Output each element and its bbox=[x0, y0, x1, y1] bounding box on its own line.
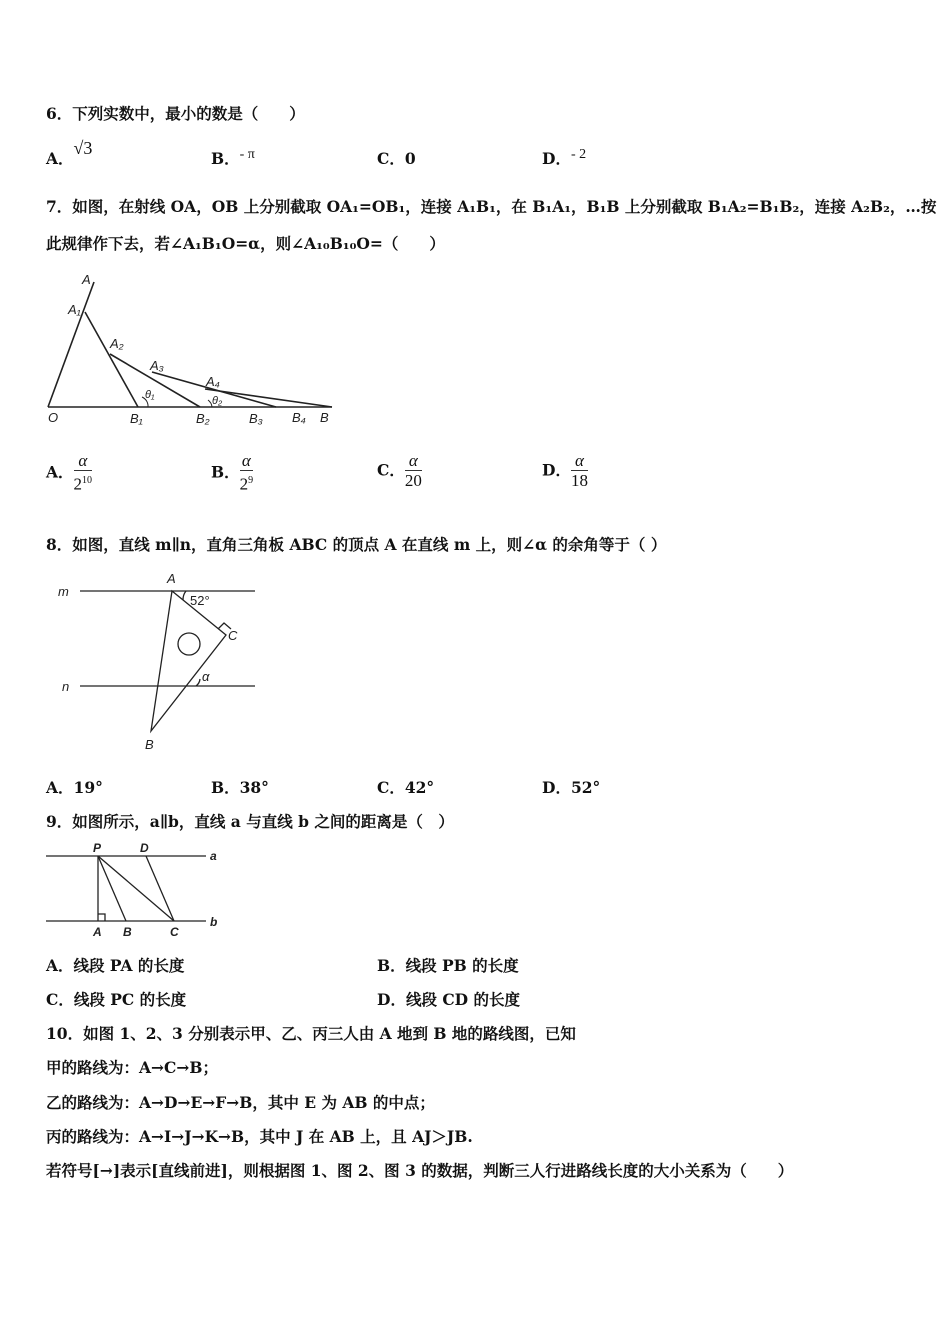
label-a-line: a bbox=[210, 849, 217, 863]
label-52: 52° bbox=[190, 593, 210, 608]
label-b3: B₃ bbox=[249, 411, 263, 426]
q7-option-d-den: 18 bbox=[570, 471, 588, 490]
label-alpha: α bbox=[202, 669, 210, 684]
seg-dc bbox=[146, 856, 174, 921]
ray-oa bbox=[48, 282, 94, 407]
label-c: C bbox=[170, 925, 179, 939]
q6-option-d-value: - 2 bbox=[570, 147, 587, 162]
seg-pb bbox=[98, 856, 126, 921]
label-theta2: θ₂ bbox=[212, 395, 223, 407]
q6-option-d[interactable] bbox=[542, 147, 586, 169]
q8-option-d[interactable] bbox=[542, 776, 600, 798]
q9-stem: 9．如图所示，a∥b，直线 a 与直线 b 之间的距离是（ ） bbox=[46, 812, 454, 831]
q10-line3: 乙的路线为：A→D→E→F→B，其中 E 为 AB 的中点； bbox=[46, 1093, 435, 1112]
q7-option-a-den: 2 bbox=[73, 474, 83, 494]
q9-option-d[interactable] bbox=[377, 988, 520, 1010]
q7-option-b-exp: 9 bbox=[248, 475, 254, 486]
q7-option-d-num: α bbox=[571, 452, 588, 471]
label-c: C bbox=[228, 628, 238, 643]
label-a1: A₁ bbox=[68, 302, 81, 317]
label-b2: B₂ bbox=[196, 411, 210, 426]
q6-option-a-value: √3 bbox=[73, 138, 93, 158]
q7-option-d-label: D． bbox=[542, 460, 571, 480]
q6-option-a[interactable] bbox=[46, 138, 93, 169]
label-a3: A₃ bbox=[150, 358, 164, 373]
q9-figure bbox=[40, 838, 230, 944]
q8-option-c[interactable] bbox=[377, 776, 434, 798]
q6-option-b-value: - π bbox=[239, 147, 255, 162]
q7-stem-line1: 7．如图，在射线 OA，OB 上分别截取 OA₁=OB₁，连接 A₁B₁，在 B₁A₁，B₁B 上分别截取 B₁A₂=B₁B₂，连接 A₂B₂，…按 bbox=[46, 197, 937, 216]
q6-option-b[interactable] bbox=[211, 147, 255, 169]
q8-option-a-label: A． bbox=[46, 778, 74, 797]
label-p: P bbox=[93, 841, 102, 855]
q8-option-c-label: C． bbox=[377, 778, 405, 797]
angle-alpha-arc bbox=[196, 679, 200, 686]
q8-option-b-label: B． bbox=[211, 778, 240, 797]
q9-option-b[interactable] bbox=[377, 954, 519, 976]
seg-a1b1 bbox=[85, 312, 138, 407]
q8-option-a[interactable] bbox=[46, 776, 103, 798]
q7-option-c-den: 20 bbox=[404, 471, 422, 490]
label-o: O bbox=[48, 410, 59, 425]
q7-option-c-label: C． bbox=[377, 460, 405, 480]
q7-option-a[interactable] bbox=[46, 452, 92, 495]
q9-option-c-label: C． bbox=[46, 990, 74, 1009]
q9-option-a-value: 线段 PA 的长度 bbox=[73, 956, 185, 975]
q8-option-b[interactable] bbox=[211, 776, 269, 798]
right-angle-mark bbox=[98, 914, 105, 921]
q9-option-d-label: D． bbox=[377, 990, 406, 1009]
label-n: n bbox=[62, 679, 70, 694]
q6-option-a-label: A． bbox=[46, 149, 74, 168]
q9-option-c[interactable] bbox=[46, 988, 186, 1010]
label-m: m bbox=[58, 584, 69, 599]
label-b: B bbox=[145, 737, 154, 752]
q9-option-a[interactable] bbox=[46, 954, 184, 976]
triangle-abc bbox=[151, 591, 226, 731]
q7-option-a-exp: 10 bbox=[82, 475, 93, 486]
q8-stem: 8．如图，直线 m∥n，直角三角板 ABC 的顶点 A 在直线 m 上，则∠α 的余角等于（ ） bbox=[46, 535, 667, 554]
q10-line4: 丙的路线为：A→I→J→K→B，其中 J 在 AB 上，且 AJ＞JB. bbox=[46, 1127, 473, 1146]
label-a: A bbox=[167, 571, 176, 586]
q8-option-c-value: 42° bbox=[404, 778, 435, 797]
q8-option-d-value: 52° bbox=[570, 778, 601, 797]
q8-option-a-value: 19° bbox=[73, 778, 103, 797]
q7-option-b[interactable] bbox=[211, 452, 253, 495]
q6-option-d-label: D． bbox=[542, 149, 571, 168]
q6-stem: 6．下列实数中，最小的数是（ ） bbox=[46, 104, 305, 123]
q7-figure bbox=[40, 270, 340, 435]
label-b4: B₄ bbox=[292, 410, 306, 425]
label-b1: B₁ bbox=[130, 411, 143, 426]
q9-option-c-value: 线段 PC 的长度 bbox=[73, 990, 187, 1009]
q9-option-a-label: A． bbox=[46, 956, 74, 975]
q9-option-b-value: 线段 PB 的长度 bbox=[405, 956, 519, 975]
label-a2: A₂ bbox=[110, 336, 124, 351]
q7-stem-line2: 此规律作下去，若∠A₁B₁O=α，则∠A₁₀B₁₀O=（ ） bbox=[46, 234, 445, 253]
label-theta1: θ₁ bbox=[145, 389, 155, 401]
q6-option-b-label: B． bbox=[211, 149, 240, 168]
label-a: A bbox=[82, 272, 91, 287]
q8-figure bbox=[50, 565, 265, 755]
q10-line2: 甲的路线为：A→C→B； bbox=[46, 1058, 218, 1077]
triangle-hole bbox=[178, 633, 200, 655]
q7-option-c[interactable] bbox=[377, 452, 422, 491]
label-d: D bbox=[140, 841, 149, 855]
q7-option-b-num: α bbox=[240, 452, 254, 471]
label-a: A bbox=[93, 925, 102, 939]
q7-option-b-den: 2 bbox=[239, 474, 249, 494]
q7-option-a-num: α bbox=[74, 452, 93, 471]
q6-option-c-label: C． bbox=[377, 149, 405, 168]
q7-option-c-num: α bbox=[405, 452, 422, 471]
q6-option-c-value: 0 bbox=[404, 149, 416, 168]
label-a4: A₄ bbox=[206, 374, 220, 389]
q9-option-d-value: 线段 CD 的长度 bbox=[405, 990, 521, 1009]
q7-option-b-label: B． bbox=[211, 462, 240, 482]
q7-option-a-label: A． bbox=[46, 462, 74, 482]
label-b-line: b bbox=[210, 915, 218, 929]
seg-pc bbox=[98, 856, 174, 921]
label-b: B bbox=[320, 410, 329, 425]
q9-option-b-label: B． bbox=[377, 956, 406, 975]
label-b: B bbox=[123, 925, 132, 939]
q7-option-d[interactable] bbox=[542, 452, 588, 491]
q8-option-d-label: D． bbox=[542, 778, 571, 797]
q8-option-b-value: 38° bbox=[239, 778, 269, 797]
q10-line1: 10．如图 1、2、3 分别表示甲、乙、丙三人由 A 地到 B 地的路线图，已知 bbox=[46, 1024, 576, 1043]
q10-line5: 若符号[→]表示[直线前进]，则根据图 1、图 2、图 3 的数据，判断三人行进路线长度的大小关系为（ ） bbox=[46, 1161, 794, 1180]
angle-52-arc bbox=[183, 591, 186, 600]
q6-option-c[interactable] bbox=[377, 147, 416, 169]
